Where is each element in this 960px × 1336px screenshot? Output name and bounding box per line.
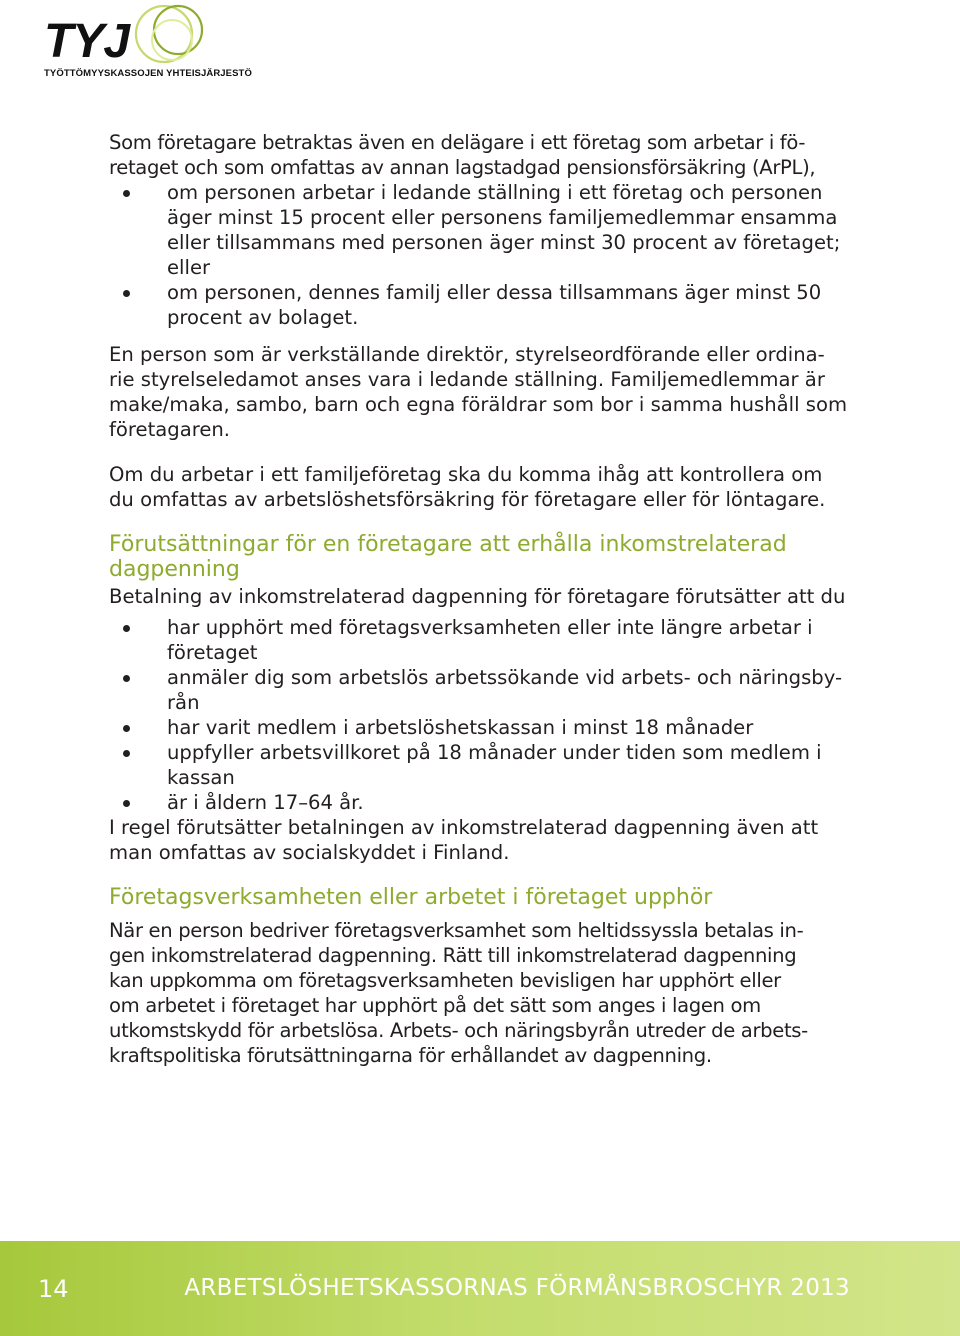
footer-title: ARBETSLÖSHETSKASSORNAS FÖRMÅNSBROSCHYR 2013 [184,1275,850,1301]
footer-bar [0,1241,960,1336]
list-item [109,790,879,815]
section2-heading [109,532,879,582]
list-item [109,740,879,790]
text-line: rån [167,691,200,714]
text-line: har upphört med företagsverksamheten eller inte längre arbetar i [167,616,813,639]
page-content [109,130,879,1068]
page-number: 14 [38,1275,69,1303]
text-line: anmäler dig som arbetslös arbetssökande vid arbets- och näringsby- [167,666,843,689]
section1-bullet-list [109,180,879,330]
text-line: retaget och som omfattas av annan lagstadgad pensionsförsäkring (ArPL), [109,156,816,179]
logo-wordmark: TYJ [44,15,130,68]
text-line: kassan [167,766,235,789]
section1-intro [109,130,879,180]
list-item [109,180,879,280]
text-line: Som företagare betraktas även en delägare i ett företag som arbetar i fö- [109,131,806,154]
logo-ring-green [154,6,202,54]
list-item [109,715,879,740]
text-line: du omfattas av arbetslöshetsförsäkring för företagare eller för löntagare. [109,488,826,511]
list-item [109,665,879,715]
text-line: dagpenning [109,557,240,582]
text-line: företaget [167,641,258,664]
text-line: Förutsättningar för en företagare att erhålla inkomstrelaterad [109,532,787,557]
text-line: utkomstskydd för arbetslösa. Arbets- och näringsbyrån utreder de arbets- [109,1019,808,1042]
logo-subtitle: TYÖTTÖMYYSKASSOJEN YHTEISJÄRJESTÖ [44,68,252,79]
text-line: En person som är verkställande direktör, styrelseordförande eller ordina- [109,343,825,366]
section1-paragraph-family-business [109,462,879,512]
section2-bullet-list [109,615,879,815]
text-line: kraftspolitiska förutsättningarna för erhållandet av dagpenning. [109,1044,712,1067]
text-line: om personen arbetar i ledande ställning i ett företag och personen [167,181,823,204]
text-line: uppfyller arbetsvillkoret på 18 månader under tiden som medlem i [167,741,822,764]
text-line: är i åldern 17–64 år. [167,791,364,814]
text-line: om personen, dennes familj eller dessa tillsammans äger minst 50 [167,281,822,304]
section2-intro: Betalning av inkomstrelaterad dagpenning för företagare förutsätter att du [109,585,846,608]
text-line: företagaren. [109,418,231,441]
list-item [109,280,879,330]
section1-paragraph-leading-position [109,342,879,442]
text-line: När en person bedriver företagsverksamhet som heltidssyssla betalas in- [109,919,804,942]
text-line: procent av bolaget. [167,306,359,329]
text-line: man omfattas av socialskyddet i Finland. [109,841,510,864]
text-line: kan uppkomma om företagsverksamheten bevisligen har upphört eller [109,969,781,992]
text-line: make/maka, sambo, barn och egna föräldrar som bor i samma hushåll som [109,393,848,416]
text-line: eller [167,256,211,279]
text-line: rie styrelseledamot anses vara i ledande ställning. Familjemedlemmar är [109,368,825,391]
text-line: om arbetet i företaget har upphört på det sätt som anges i lagen om [109,994,761,1017]
section3-paragraph [109,918,879,1068]
text-line: eller tillsammans med personen äger minst 30 procent av företaget; [167,231,841,254]
text-line: I regel förutsätter betalningen av inkomstrelaterad dagpenning även att [109,816,819,839]
section3-heading: Företagsverksamheten eller arbetet i företaget upphör [109,885,713,910]
tyj-logo [44,0,252,82]
text-line: gen inkomstrelaterad dagpenning. Rätt till inkomstrelaterad dagpenning [109,944,797,967]
text-line: har varit medlem i arbetslöshetskassan i minst 18 månader [167,716,754,739]
text-line: Om du arbetar i ett familjeföretag ska du komma ihåg att kontrollera om [109,463,823,486]
list-item [109,615,879,665]
section2-paragraph-social-security [109,815,879,865]
logo-rings-icon [130,0,226,72]
text-line: äger minst 15 procent eller personens familjemedlemmar ensamma [167,206,838,229]
